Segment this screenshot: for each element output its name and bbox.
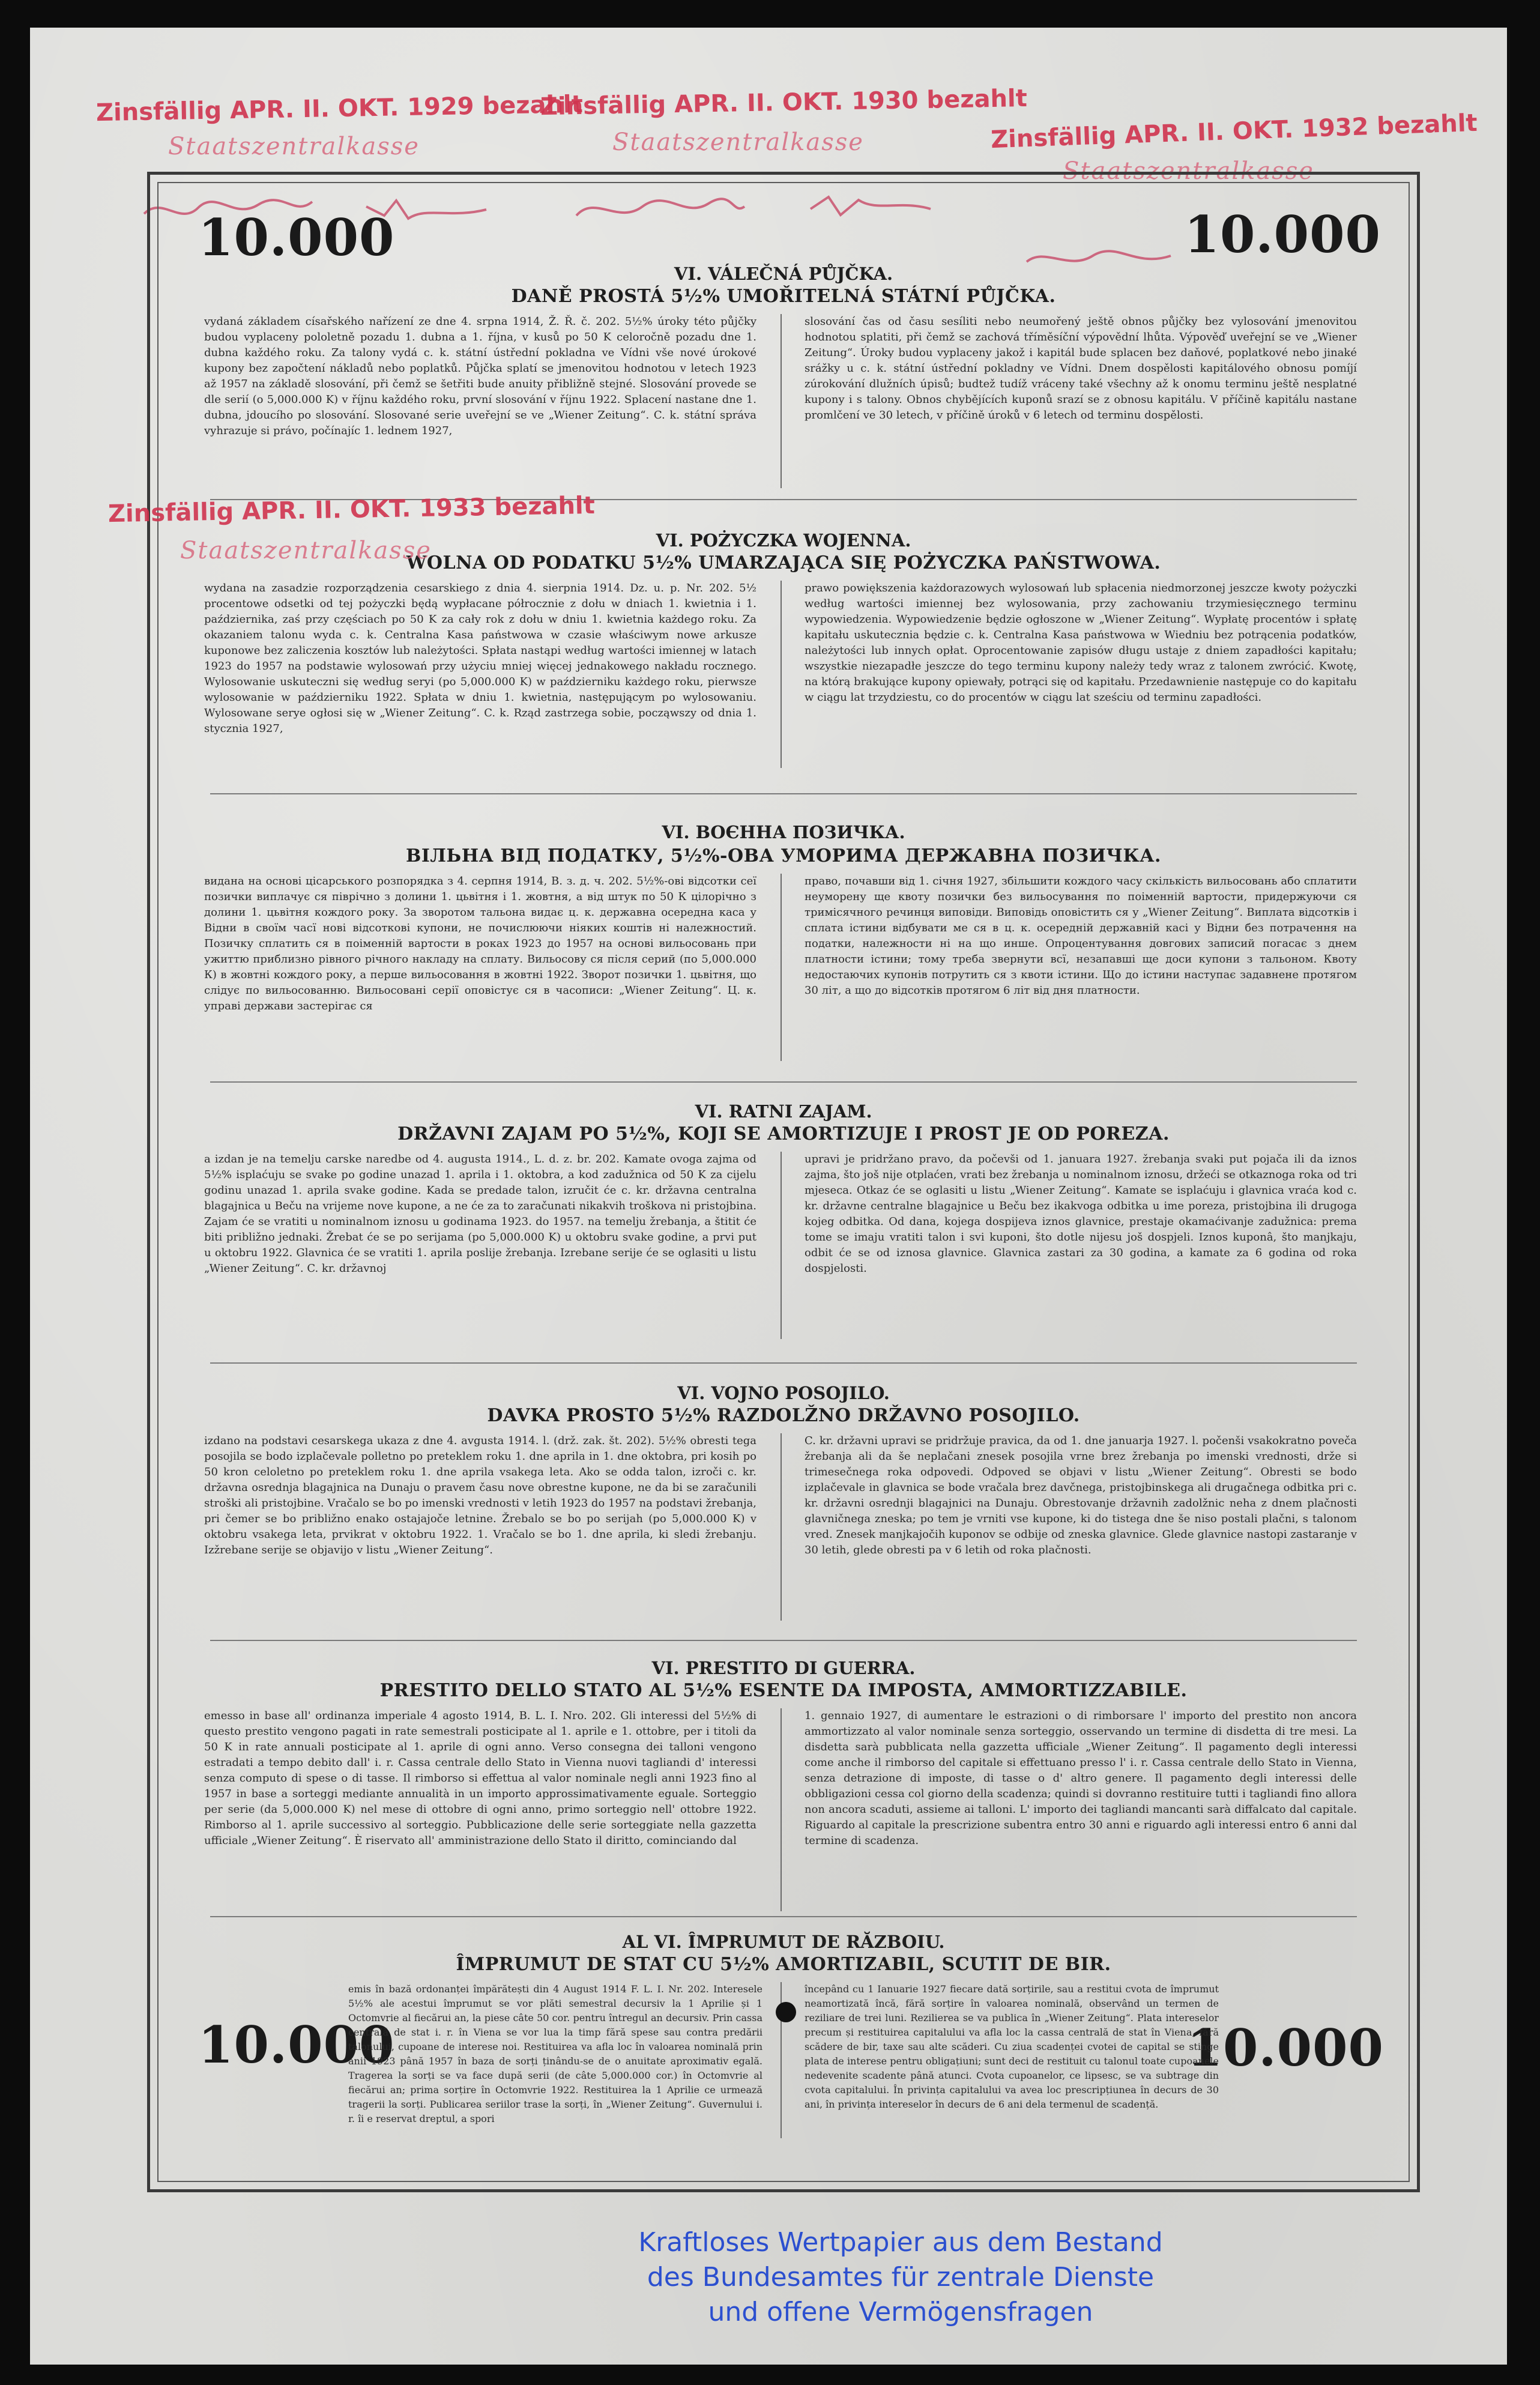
section-divider: [210, 1081, 1357, 1083]
cancellation-line-3: und offene Vermögensfragen: [708, 2297, 1093, 2327]
denomination-top-left: 10.000: [198, 208, 395, 267]
treasury-stamp-1933: Staatszentralkasse: [180, 537, 432, 564]
section-text-left: wydana na zasadzie rozporządzenia cesarskiego z dnia 4. sierpnia 1914. Dz. u. p. Nr. 202. 5½ procentowe odsetki od tej pożyczki będą wypłacane półrocznie z dołu w dniach 1. kwietnia i 1. października, zaś przy częściach po 50 K za cały rok z dołu w dniu 1. kwietnia każdego roku. Za okazaniem talonu wyda c. k. Centralna Kasa państwowa w czasie właściwym nowe arkusze kuponowe bez zaliczenia kosztów lub należytości. Spłata nastąpi według wartości imiennej w latach 1923 do 1957 na podstawie wylosowań przy użyciu mniej więcej jednakowego nakładu rocznego. Wylosowanie uskuteczni się według seryi (po 5,000.000 K) w październiku każdego roku, pierwsze wylosowanie w październiku 1922. Spłata w dniu 1. kwietnia, następującym po wylosowaniu. Wylosowane serye ogłosi się w „Wiener Zeitung“. C. k. Rząd zastrzega sobie, począwszy od dnia 1. stycznia 1927,: [204, 582, 756, 735]
section-divider: [210, 793, 1357, 794]
section-czech: [150, 175, 1417, 493]
interest-stamp-1929: Zinsfällig APR. II. OKT. 1929 bezahlt: [95, 90, 584, 127]
cancellation-line-1: Kraftloses Wertpapier aus dem Bestand: [638, 2227, 1163, 2258]
section-text-left: emesso in base all' ordinanza imperiale 4 agosto 1914, B. L. I. Nro. 202. Gli interessi del 5½% di questo prestito vengono pagati in rate semestrali posticipate al 1. aprile e 1. ottobre, per i titoli da 50 K in rate annuali posticipate al 1. aprile di ogni anno. Verso consegna dei talloni vengono estradati a tempo debito dall' i. r. Cassa centrale dello Stato in Vienna nuovi tagliandi d' interessi senza computo di spese o di tasse. Il rimborso si effettua al valor nominale negli anni 1923 fino al 1957 in base a sorteggi mediante annualità in un importo approssimativamente eguale. Sorteggio per serie (da 5,000.000 K) nel mese di ottobre di ogni anno, primo sorteggio nell' ottobre 1922. Rimborso al 1. aprile successivo al sorteggio. Pubblicazione delle serie sorteggiate nella gazzetta ufficiale „Wiener Zeitung“. È riservato all' amministrazione dello Stato il diritto, cominciando dal: [204, 1709, 756, 1847]
denomination-bottom-left: 10.000: [198, 2015, 395, 2075]
treasury-stamp-1930: Staatszentralkasse: [612, 128, 864, 156]
section-subtitle: ВІЛЬНА ВІД ПОДАТКУ, 5½%-ОВА УМОРИМА ДЕРЖАВНА ПОЗИЧКА.: [406, 845, 1161, 866]
section-title: VI. POŻYCZKA WOJENNA.: [656, 530, 911, 551]
bond-sheet: [30, 28, 1507, 2365]
column-divider: [781, 1152, 782, 1339]
column-divider: [781, 314, 782, 488]
section-text-left: vydaná základem císařského nařízení ze dne 4. srpna 1914, Ž. Ř. č. 202. 5½% úroky této půjčky budou vyplaceny pololetně pozadu 1. dubna a 1. října, v kusů po 50 K celoročně pozadu dne 1. dubna každého roku. Za talony vydá c. k. státní ústřední pokladna ve Vídni vše nové úrokové kupony bez započtení nákladů nebo poplatků. Půjčka splatí se jmenovitou hodnotou v letech 1923 až 1957 na základě slosování, při čemž se šetřiti bude anuity přibližně stejné. Slosování provede se dle serií (o 5,000.000 K) v říjnu každého roku, první slosování v říjnu 1922. Splacení nastane dne 1. dubna, jdoucího po slosování. Slosované serie uveřejní se ve „Wiener Zeitung“. C. k. státní správa vyhrazuje si právo, počínajíc 1. lednem 1927,: [204, 315, 756, 437]
section-text-right: C. kr. državni upravi se pridržuje pravica, da od 1. dne januarja 1927. l. počenši vsakokratno poveča žrebanja ali da še neplačani znesek posojila vrne brez žrebanja po imenski vrednosti, drže si trimesečnega roka odpovedi. Odpoved se objavi v listu „Wiener Zeitung“. Obresti se bodo izplačevale in glavnica se bode vračala brez davčnega, pristojbinskega ali drugačnega odbitka pri c. kr. državni osrednji blagajnici na Dunaju. Obrestovanje državnih zadolžnic neha z dnem plačnosti glavničnega zneska; po tem je vrniti vse kupone, ki do tistega dne še niso postali plačni, s talonom vred. Znesek manjkajočih kuponov se odbije od zneska glavnice. Glede glavnice nastopi zastaranje v 30 letih, glede obresti pa v 6 letih od roka plačnosti.: [805, 1434, 1357, 1556]
section-text-right: slosování čas od času sesíliti nebo neumořený ještě obnos půjčky bez vylosování jmenovitou hodnotou splatiti, při čemž se zachová tříměsíční výpovědní lhůta. Výpověď uveřejní se ve „Wiener Zeitung“. Úroky budou vyplaceny jakož i kapitál bude splacen bez daňové, poplatkové nebo jinaké srážky u c. k. státní ústřední pokladny ve Vídni. Dnem dospělosti kapitálového obnosu pomíjí zúrokování dlužních úpisů; budtež tudíž vráceny také všechny až k onomu terminu ještě nesplatné kupony i s talony. Obnos chybějících kuponů srazí se z obnosu kapitálu. V příčině kapitálu nastane promlčení ve 30 letech, v příčině úroků v 6 letech od terminu dospělosti.: [805, 315, 1357, 422]
section-subtitle: DRŽAVNI ZAJAM PO 5½%, KOJI SE AMORTIZUJE I PROST JE OD POREZA.: [397, 1123, 1170, 1144]
interest-stamp-1932: Zinsfällig APR. II. OKT. 1932 bezahlt: [990, 109, 1478, 154]
section-subtitle: ÎMPRUMUT DE STAT CU 5½% AMORTIZABIL, SCUTIT DE BIR.: [456, 1954, 1111, 1975]
section-title: VI. ВОЄННА ПОЗИЧКА.: [662, 822, 905, 842]
column-divider: [781, 1433, 782, 1621]
punch-hole: [776, 2002, 796, 2022]
section-title: VI. VÁLEČNÁ PŮJČKA.: [674, 264, 893, 284]
section-divider: [210, 1362, 1357, 1364]
cancellation-stamp: [606, 2225, 1195, 2330]
section-text-right: 1. gennaio 1927, di aumentare le estrazioni o di rimborsare l' importo del prestito non ancora ammortizzato al valor nominale senza sorteggio, osservando un termine di disdetta di tre mesi. La disdetta sarà pubblicata nella gazzetta ufficiale „Wiener Zeitung“. Il pagamento degli interessi come anche il rimborso del capitale si effettuano presso l' i. r. Cassa centrale dello Stato in Vienna, senza detrazione di imposte, di tasse o d' altro genere. Il pagamento degli interessi delle obbligazioni cessa col giorno della scadenza; quindi si dovranno restituire tutti i tagliandi fino allora non ancora scaduti, assieme ai talloni. L' importo dei tagliandi mancanti sarà diffalcato dal capitale. Riguardo al capitale la prescrizione subentra entro 30 anni e riguardo agli interessi entro 6 anni dal termine di scadenza.: [805, 1709, 1357, 1847]
column-divider: [781, 581, 782, 768]
section-text-right: право, почавши від 1. січня 1927, збільшити кождого часу скількість вильосовань або сплатити неуморену ще квоту позички без вильосування по поіменній вартости, придержуючи ся тримісячного речинця виповіди. Виповідь оповістить ся у „Wiener Zeitung“. Виплата відсотків і сплата істини відбувати ме ся в ц. к. осередній державній касі у Відни без потрачення на податки, належности ні на що инше. Опроцентування довгових записий погасає з днем платности істини; тому треба звернути всї, незапавші ще доси купони з тальоном. Квоту недостаючих купонів потрутить ся з квоти істини. Що до істини наступає задавнене протягом 30 літ, а що до відсотків протягом 6 літ від дня платности.: [805, 875, 1357, 997]
section-subtitle: WOLNA OD PODATKU 5½% UMARZAJĄCA SIĘ POŻYCZKA PAŃSTWOWA.: [406, 552, 1161, 573]
section-subtitle: DAVKA PROSTO 5½% RAZDOLŽNO DRŽAVNO POSOJILO.: [487, 1405, 1080, 1426]
section-title: VI. VOJNO POSOJILO.: [677, 1383, 890, 1403]
section-text-left: emis în bază ordonanței împărătești din 4 August 1914 F. L. I. Nr. 202. Interesele 5½% ale acestui împrumut se vor plăti semestral decursiv la 1 Aprilie și 1 Octomvrie al fiecărui an, la piese câte 50 cor. pentru întregul an decursiv. Prin cassa centrală de stat i. r. în Viena se vor lua la timp fără spese sau contra predării talonului, cupoane de interese noi. Restituirea va afla loc în valoarea nominală prin anii 1923 până 1957 în baza de sorți ținându-se de o anuitate aproximativ egală. Tragerea la sorți se va face după serii (de câte 5,000.000 cor.) în Octomvrie al fiecărui an; prima sorțire în Octomvrie 1922. Restituirea la 1 Aprilie ce urmează tragerii la sorți. Publicarea seriilor trase la sorți, în „Wiener Zeitung“. Guvernului i. r. îi e reservat dreptul, a spori: [348, 1983, 762, 2124]
section-subtitle: DANĚ PROSTÁ 5½% UMOŘITELNÁ STÁTNÍ PŮJČKA.: [511, 286, 1056, 307]
section-text-right: upravi je pridržano pravo, da počevši od 1. januara 1927. žrebanja svaki put pojača ili da iznos zajma, što još nije otplaćen, vrati bez žrebanja u nominalnom iznosu, držeći se otkaznoga roka od tri mjeseca. Otkaz će se oglasiti u listu „Wiener Zeitung“. Kamate se isplaćuju i glavnica vraća kod c. kr. državne centralne blagajnice u Beču bez ikakvoga odbitka u ime poreza, pristojbina ili drugoga kojeg odbitka. Od dana, kojega dospijeva iznos glavnice, prestaje okamaćivanje zadužnica: prema tome se imaju vratiti talon i svi kuponi, što dotle nijesu još dospjeli. Iznos kuponâ, što manjkaju, odbit će se od iznosa glavnice. Glavnica zastari za 30 godina, a kamate za 6 godina od roka dospjelosti.: [805, 1153, 1357, 1275]
interest-stamp-1930: Zinsfällig APR. II. OKT. 1930 bezahlt: [540, 84, 1028, 121]
section-divider: [210, 1640, 1357, 1641]
section-title: VI. PRESTITO DI GUERRA.: [651, 1658, 916, 1678]
section-text-left: izdano na podstavi cesarskega ukaza z dne 4. avgusta 1914. l. (drž. zak. št. 202). 5½% obresti tega posojila se bodo izplačevale polletno po preteklem roku 1. dne aprila in 1. dne oktobra, pri kosih po 50 kron celoletno po preteklem roku 1. dne aprila vsakega leta. Ako se odda talon, izroči c. kr. državna osrednja blagajnica na Dunaju o pravem času nove obrestne kupone, ne da bi se zaračunili stroški ali pristojbine. Vračalo se bo po imenski vrednosti v letih 1923 do 1957 na podstavi žrebanja, pri čemer se bo približno enako ostajajoče letnine. Žrebalo se bo po serijah (po 5,000.000 K) v oktobru vsakega leta, prvikrat v oktobru 1922. 1. Vračalo se bo 1. dne aprila, ki sledi žrebanju. Izžrebane serije se objavijo v listu „Wiener Zeitung“.: [204, 1434, 756, 1556]
section-text-left: видана на основі цісарського розпорядка з 4. серпня 1914, В. з. д. ч. 202. 5½%-ові відсотки сеї позички виплачує ся піврічно з долини 1. цьвітня і 1. жовтня, а від штук по 50 К цілорічно з долини 1. цьвітня кождого року. За зворотом тальона видає ц. к. державна осередна каса у Відни в своїм часї нові відсоткові купони, не почислюючи ніяких коштів ні належностий. Позичку сплатить ся в поіменній вартости в роках 1923 до 1957 на основі вильосовань при ужиттю приблизно рівного річного накладу на сплату. Вильосову ся після серий (по 5,000.000 К) в жовтні кождого року, а перше вильосовання в жовтні 1922. Зворот позички 1. цьвітня, що слідує по вильосованню. Вильосовані серії оповістує ся в часописи: „Wiener Zeitung“. Ц. к. управі держави застерігає ся: [204, 875, 756, 1012]
denomination-top-right: 10.000: [1184, 205, 1381, 264]
denomination-bottom-right: 10.000: [1187, 2018, 1384, 2078]
section-text-right: prawo powiększenia każdorazowych wylosowań lub spłacenia niedmorzonej jeszcze kwoty pożyczki według wartości imiennej bez wylosowania, przy zachowaniu trzymiesięcznego terminu wypowiedzenia. Wypowiedzenie będzie ogłoszone w „Wiener Zeitung“. Wypłatę procentów i spłatę kapitału uskutecznia będzie c. k. Centralna Kasa państwowa w Wiedniu bez potrącenia podatków, należytości lub innych opłat. Oprocentowanie zapisów długu ustaje z dniem zapadłości kapitału; wszystkie niezapadłe jeszcze do tego terminu kupony należy tedy wraz z talonem zwrócić. Kwotę, na którą brakujące kupony opiewały, potrąci się od kapitału. Przedawnienie następuje co do kapitału w ciągu lat trzydziestu, co do procentów w ciągu lat sześciu od terminu zapadłości.: [805, 582, 1357, 704]
column-divider: [781, 874, 782, 1061]
cancellation-line-2: des Bundesamtes für zentrale Dienste: [647, 2262, 1155, 2293]
section-text-left: a izdan je na temelju carske naredbe od 4. augusta 1914., L. d. z. br. 202. Kamate ovoga zajma od 5½% isplaćuju se svake po godine unazad 1. aprila i 1. oktobra, a kod zadužnica od 50 K za cijelu godinu unazad 1. aprila svake godine. Kada se predade talon, izručit će c. kr. državna centralna blagajnica u Beču na vrijeme nove kupone, a ne će za to zaračunati nikakvih troškova ni pristojbina. Zajam će se vratiti u nominalnom iznosu u godinama 1923. do 1957. na temelju žrebanja, a štitit će biti približno jednaki. Žrebat će se po serijama (po 5,000.000 K) u oktobru svake godine, a prvi put u oktobru 1922. Glavnica će se vratiti 1. aprila poslije žrebanja. Izrebane serije će se oglasiti u listu „Wiener Zeitung“. C. kr. državnoj: [204, 1153, 756, 1275]
section-subtitle: PRESTITO DELLO STATO AL 5½% ESENTE DA IMPOSTA, AMMORTIZZABILE.: [379, 1680, 1188, 1701]
interest-stamp-1933: Zinsfällig APR. II. OKT. 1933 bezahlt: [107, 491, 596, 528]
section-title: VI. RATNI ZAJAM.: [695, 1101, 872, 1122]
section-title: AL VI. ÎMPRUMUT DE RĂZBOIU.: [622, 1932, 945, 1952]
section-divider: [210, 1916, 1357, 1917]
treasury-stamp-1932: Staatszentralkasse: [1063, 157, 1314, 185]
column-divider: [781, 1708, 782, 1911]
text-frame: [147, 172, 1420, 2192]
section-text-right: începând cu 1 Ianuarie 1927 fiecare dată sorțirile, sau a restitui cvota de împrumut neamortizată încă, fără sorțire în valoarea nominală, observând un termen de reziliare de trei luni. Rezilierea se va publica în „Wiener Zeitung“. Plata intereselor precum și restituirea capitalului va afla loc la cassa centrală de stat în Viena, fără scădere de bir, taxe sau alte scăderi. Cu ziua scadenței cvotei de capital se stinge plata de interese pentru obligațiuni; sunt deci de restituit cu talonul toate cupoanele nedevenite scadente până atunci. Cvota cupoanelor, ce lipsesc, se va subtrage din cvota capitalului. În privința capitalului va avea loc prescripțiunea în decurs de 30 ani, în privința intereselor în decurs de 6 ani dela termenul de scadență.: [805, 1983, 1219, 2110]
treasury-stamp-1929: Staatszentralkasse: [168, 133, 420, 160]
